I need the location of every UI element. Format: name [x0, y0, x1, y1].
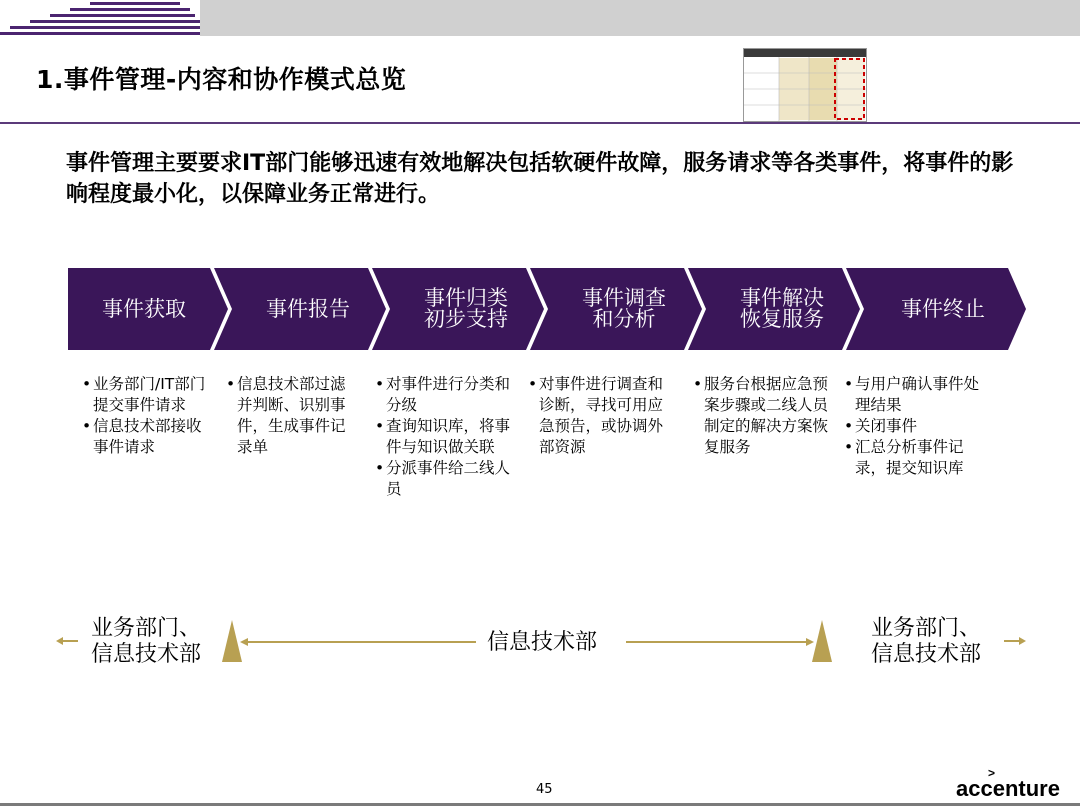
intro-text: 事件管理主要要求IT部门能够迅速有效地解决包括软硬件故障，服务请求等各类事件，将事件的影响程度最小化，以保障业务正常进行。: [66, 151, 1014, 207]
detail-item: • 与用户确认事件处理结果: [844, 374, 986, 416]
company-logo: accenture: [956, 776, 1060, 801]
detail-item: • 信息技术部过滤并判断、识别事件，生成事件记录单: [226, 374, 356, 458]
detail-item: • 查询知识库，将事件与知识做关联: [375, 416, 517, 458]
detail-item: • 分派事件给二线人员: [375, 458, 517, 500]
stage-label-5: 事件解决 恢复服务: [740, 286, 824, 331]
reference-table-thumbnail: [743, 48, 867, 122]
detail-item: • 信息技术部接收事件请求: [82, 416, 212, 458]
logo-mark-icon: >: [988, 766, 996, 780]
stage-details-1: [82, 374, 212, 458]
center-left-arrow-icon: [240, 637, 476, 647]
right-boundary-marker-icon: [812, 620, 832, 662]
stage-label-6: 事件终止: [901, 296, 985, 321]
stage-label-4: 事件调查 和分析: [582, 286, 666, 331]
detail-item: • 汇总分析事件记录，提交知识库: [844, 437, 986, 479]
header-divider: [0, 122, 1080, 124]
role-center: 信息技术部: [486, 630, 597, 655]
role-left: 业务部门、 信息技术部: [90, 616, 201, 667]
stage-label-3: 事件归类 初步支持: [424, 286, 508, 331]
left-arrow-icon: [56, 636, 78, 646]
page-title: 1.事件管理-内容和协作模式总览: [36, 65, 407, 94]
left-boundary-marker-icon: [222, 620, 242, 662]
right-arrow-icon: [1004, 636, 1026, 646]
stage-details-5: [693, 374, 835, 458]
stage-details-3: [375, 374, 517, 500]
detail-item: • 业务部门/IT部门提交事件请求: [82, 374, 212, 416]
page-number: 45: [536, 782, 553, 797]
detail-item: • 服务台根据应急预案步骤或二线人员制定的解决方案恢复服务: [693, 374, 835, 458]
detail-item: • 关闭事件: [844, 416, 986, 437]
detail-item: • 对事件进行分类和分级: [375, 374, 517, 416]
stage-details-6: [844, 374, 986, 479]
detail-item: • 对事件进行调查和诊断，寻找可用应急预告，或协调外部资源: [528, 374, 670, 458]
stage-label-2: 事件报告: [266, 296, 350, 321]
stage-details-4: [528, 374, 670, 458]
stage-details-2: [226, 374, 356, 458]
footer-divider: [0, 803, 1080, 806]
top-banner: [0, 0, 1080, 36]
stage-label-1: 事件获取: [102, 296, 186, 321]
center-right-arrow-icon: [626, 637, 814, 647]
role-right: 业务部门、 信息技术部: [870, 616, 981, 667]
